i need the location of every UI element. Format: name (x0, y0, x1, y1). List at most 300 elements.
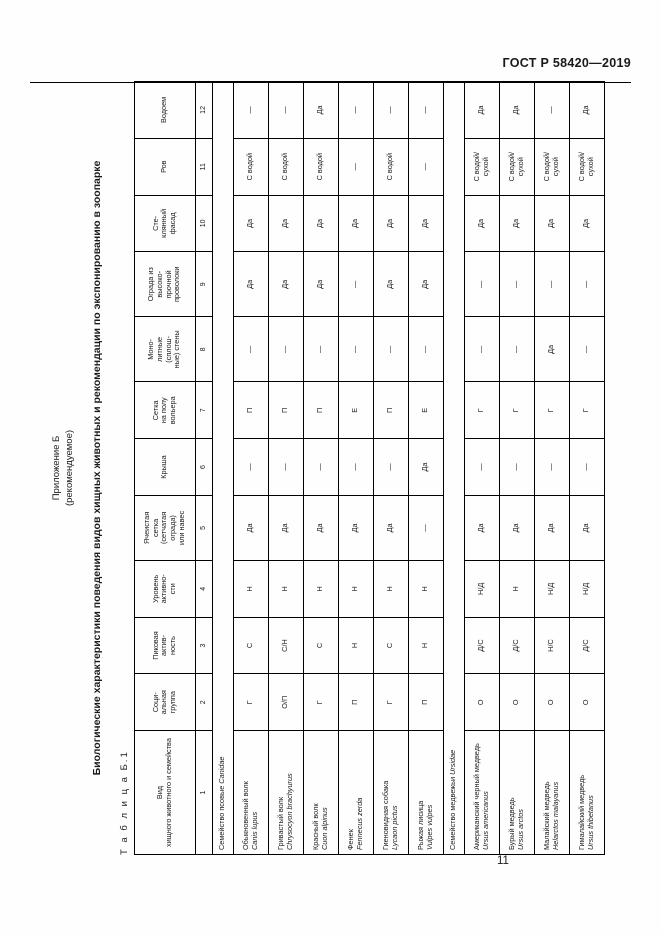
cell-line: О (580, 698, 590, 705)
column-header-line: Моно- (145, 338, 155, 360)
species-name-ru: Фенек (345, 828, 355, 850)
column-header-8 (134, 316, 195, 381)
family-name-ru: Семейство псовые (216, 783, 226, 850)
cell-line: П (314, 407, 324, 413)
cell-col-3 (499, 617, 534, 674)
cell-col-6 (569, 438, 604, 495)
cell-line: Да (244, 279, 254, 289)
column-header-line: прочной (163, 269, 173, 298)
column-number-7: 7 (195, 381, 212, 438)
cell-line: П (244, 407, 254, 413)
cell-col-11 (408, 138, 443, 195)
cell-col-6 (408, 438, 443, 495)
cell-col-7 (534, 381, 569, 438)
cell-line: — (349, 162, 359, 170)
species-name-ru: Гималайский медведь (576, 774, 586, 850)
cell-line: Да (510, 522, 520, 532)
cell-line: Н (244, 585, 254, 591)
cell-col-5 (499, 495, 534, 560)
cell-col-12 (268, 81, 303, 138)
cell-line: — (244, 462, 254, 471)
column-header-line: актив- (158, 634, 168, 656)
species-name-latin: Cuon alpinus (319, 806, 329, 850)
cell-line: — (580, 280, 590, 288)
column-header-line: литные (154, 336, 164, 362)
column-number-6: 6 (195, 438, 212, 495)
cell-line: Да (419, 462, 429, 472)
cell-line: Да (279, 279, 289, 289)
cell-col-8 (408, 316, 443, 381)
cell-col-6 (303, 438, 338, 495)
cell-col-3 (534, 617, 569, 674)
cell-col-5 (373, 495, 408, 560)
cell-line: Да (279, 218, 289, 228)
column-number-8: 8 (195, 316, 212, 381)
cell-col-10 (408, 195, 443, 252)
cell-col-5 (569, 495, 604, 560)
cell-line: — (419, 162, 429, 170)
table-row (408, 81, 443, 854)
standard-code: ГОСТ Р 58420—2019 (502, 56, 631, 70)
cell-col-8 (268, 316, 303, 381)
cell-line: Н/Д (545, 582, 555, 595)
cell-line: Да (279, 522, 289, 532)
cell-col-7 (373, 381, 408, 438)
cell-col-10 (499, 195, 534, 252)
cell-line: — (349, 105, 359, 114)
cell-line: С водой (279, 152, 289, 180)
cell-line: — (580, 462, 590, 471)
cell-line: Н (384, 585, 394, 591)
cell-line: Да (314, 104, 324, 114)
cell-col-12 (534, 81, 569, 138)
cell-line: О (475, 698, 485, 705)
cell-col-10 (464, 195, 499, 252)
cell-line: — (419, 105, 429, 114)
cell-col-4 (408, 560, 443, 617)
cell-line: С водой (244, 152, 254, 180)
column-header-line: проволоки (171, 266, 181, 302)
species-name-latin: Vulpes vulpes (424, 804, 434, 850)
cell-col-3 (303, 617, 338, 674)
column-header-line: Водоем (158, 96, 168, 123)
cell-col-3 (268, 617, 303, 674)
table-row (569, 81, 604, 854)
column-header-11 (134, 138, 195, 195)
cell-line: Да (384, 522, 394, 532)
cell-line: — (419, 523, 429, 532)
cell-line: Да (419, 279, 429, 289)
cell-col-3 (373, 617, 408, 674)
column-header-line: Ограда из (145, 266, 155, 301)
cell-col-10 (534, 195, 569, 252)
cell-col-6 (464, 438, 499, 495)
column-header-3 (134, 617, 195, 674)
cell-line: Да (545, 218, 555, 228)
cell-line: — (279, 105, 289, 114)
cell-col-12 (569, 81, 604, 138)
cell-col-7 (499, 381, 534, 438)
column-number-2: 2 (195, 673, 212, 730)
cell-line: Да (384, 279, 394, 289)
cell-col-8 (499, 316, 534, 381)
cell-col-6 (373, 438, 408, 495)
column-header-5 (134, 495, 195, 560)
column-header-line: Ячеистая (141, 511, 151, 544)
cell-col-6 (233, 438, 268, 495)
cell-col-2 (268, 673, 303, 730)
species-name-ru: Малайский медведь (541, 780, 551, 850)
cell-col-9 (303, 251, 338, 316)
cell-col-11 (338, 138, 373, 195)
cell-col-2 (534, 673, 569, 730)
column-header-line: Вид (154, 785, 164, 799)
species-cell (569, 730, 604, 854)
cell-col-12 (303, 81, 338, 138)
column-header-line: на полу (158, 396, 168, 423)
cell-line: П (419, 699, 429, 705)
cell-line: Д/С (510, 638, 520, 652)
cell-col-5 (534, 495, 569, 560)
cell-col-6 (268, 438, 303, 495)
cell-col-2 (408, 673, 443, 730)
species-cell (464, 730, 499, 854)
cell-line: Г (580, 407, 590, 412)
species-name-latin: Lycaon pictus (389, 805, 399, 850)
cell-line: Н (349, 585, 359, 591)
cell-line: П (384, 407, 394, 413)
cell-col-11 (233, 138, 268, 195)
cell-line: Да (580, 104, 590, 114)
column-header-2 (134, 673, 195, 730)
cell-col-9 (233, 251, 268, 316)
table-head (134, 81, 212, 854)
cell-line: Е (349, 407, 359, 413)
cell-line: Н (279, 585, 289, 591)
cell-line: Н/Д (580, 582, 590, 595)
cell-line: П (349, 699, 359, 705)
column-header-line: ограда) (167, 514, 177, 541)
biology-table (133, 81, 604, 855)
cell-col-11 (373, 138, 408, 195)
table-caption: Биологические характеристики поведения видов хищных животных и рекомендации по экспонированию в зоопарке (90, 160, 103, 775)
column-header-line: активно- (158, 573, 168, 603)
column-header-line: высоко- (154, 270, 164, 298)
header-row (134, 81, 195, 854)
species-name-latin: Helarctos malayanus (550, 781, 560, 850)
cell-col-8 (373, 316, 408, 381)
cell-line: — (384, 105, 394, 114)
table-row (268, 81, 303, 854)
cell-line: Да (349, 522, 359, 532)
rotated-content-layer (51, 73, 611, 863)
cell-col-11 (464, 138, 499, 195)
cell-col-11 (534, 138, 569, 195)
cell-col-4 (303, 560, 338, 617)
cell-col-3 (408, 617, 443, 674)
cell-line: — (244, 345, 254, 353)
cell-col-4 (464, 560, 499, 617)
cell-line: Да (475, 104, 485, 114)
column-header-1 (134, 730, 195, 854)
column-header-line: (сетчатая (158, 511, 168, 544)
family-name-ru: Семейство медвежьи (447, 774, 457, 850)
cell-line: Да (545, 344, 555, 354)
cell-line: С/Н (279, 638, 289, 652)
cell-line: — (349, 462, 359, 471)
column-header-7 (134, 381, 195, 438)
column-header-10 (134, 195, 195, 252)
cell-col-9 (534, 251, 569, 316)
cell-col-5 (233, 495, 268, 560)
column-header-line: или навес (176, 510, 186, 545)
cell-line: П (279, 407, 289, 413)
cell-col-10 (303, 195, 338, 252)
cell-col-9 (499, 251, 534, 316)
cell-line: — (475, 345, 485, 353)
cell-col-11 (499, 138, 534, 195)
cell-col-5 (338, 495, 373, 560)
cell-line: О (510, 698, 520, 705)
cell-col-2 (373, 673, 408, 730)
cell-line: — (545, 280, 555, 288)
cell-line: Г (384, 699, 394, 704)
cell-col-2 (569, 673, 604, 730)
cell-line: Г (314, 699, 324, 704)
cell-line: — (279, 345, 289, 353)
cell-line: Да (314, 279, 324, 289)
cell-col-3 (569, 617, 604, 674)
cell-line: — (244, 105, 254, 114)
cell-line: — (510, 462, 520, 471)
cell-col-12 (338, 81, 373, 138)
cell-line: — (349, 345, 359, 353)
column-number-3: 3 (195, 617, 212, 674)
cell-line: Да (349, 218, 359, 228)
cell-col-7 (338, 381, 373, 438)
cell-col-7 (464, 381, 499, 438)
cell-col-10 (569, 195, 604, 252)
cell-line: Д/С (580, 638, 590, 652)
cell-col-9 (408, 251, 443, 316)
species-cell (373, 730, 408, 854)
column-header-line: группа (167, 690, 177, 713)
cell-line: Н (349, 642, 359, 648)
column-header-line: Соци- (150, 691, 160, 712)
table-row (233, 81, 268, 854)
annex-heading (51, 73, 77, 863)
column-header-line: Сте- (150, 215, 160, 231)
column-header-line: сетка (150, 518, 160, 537)
cell-line: Да (384, 218, 394, 228)
cell-line: — (580, 345, 590, 353)
cell-col-8 (338, 316, 373, 381)
column-number-9: 9 (195, 251, 212, 316)
column-number-row (195, 81, 212, 854)
species-cell (303, 730, 338, 854)
cell-col-11 (569, 138, 604, 195)
cell-col-9 (569, 251, 604, 316)
cell-line: С (384, 642, 394, 648)
cell-line: Да (580, 218, 590, 228)
cell-line: — (510, 345, 520, 353)
species-cell (499, 730, 534, 854)
cell-line: сухой (480, 156, 490, 176)
cell-col-4 (338, 560, 373, 617)
column-number-1: 1 (195, 730, 212, 854)
cell-col-8 (303, 316, 338, 381)
cell-col-2 (233, 673, 268, 730)
cell-line: сухой (585, 156, 595, 176)
table-label: Т а б л и ц а Б.1 (118, 749, 130, 855)
table-row (499, 81, 534, 854)
cell-col-9 (464, 251, 499, 316)
cell-line: — (545, 105, 555, 114)
cell-col-5 (268, 495, 303, 560)
cell-col-7 (268, 381, 303, 438)
cell-col-12 (233, 81, 268, 138)
cell-col-3 (464, 617, 499, 674)
cell-col-5 (408, 495, 443, 560)
cell-col-8 (534, 316, 569, 381)
cell-line: Да (510, 218, 520, 228)
column-header-line: фасад (167, 211, 177, 234)
cell-col-7 (569, 381, 604, 438)
cell-line: — (314, 462, 324, 471)
cell-col-7 (408, 381, 443, 438)
table-row (338, 81, 373, 854)
species-name-ru: Гривастый волк (275, 796, 285, 850)
cell-col-10 (268, 195, 303, 252)
column-header-line: вольера (167, 395, 177, 424)
column-header-6 (134, 438, 195, 495)
cell-col-2 (499, 673, 534, 730)
cell-line: Е (419, 407, 429, 413)
cell-line: Да (314, 522, 324, 532)
column-header-line: Пиковая (150, 630, 160, 660)
cell-col-3 (233, 617, 268, 674)
cell-line: С водой/ (576, 151, 586, 181)
cell-col-8 (233, 316, 268, 381)
table-row (534, 81, 569, 854)
column-header-line: Сетка (150, 399, 160, 420)
column-header-12 (134, 81, 195, 138)
cell-line: Да (475, 522, 485, 532)
cell-line: Да (475, 218, 485, 228)
column-number-11: 11 (195, 138, 212, 195)
cell-line: Да (419, 218, 429, 228)
column-header-line: альная (158, 689, 168, 714)
cell-col-7 (233, 381, 268, 438)
cell-line: Да (244, 522, 254, 532)
species-cell (268, 730, 303, 854)
cell-col-2 (338, 673, 373, 730)
cell-line: Н (419, 585, 429, 591)
species-name-ru: Обыкновенный волк (240, 780, 250, 850)
cell-line: Н (510, 585, 520, 591)
cell-col-11 (268, 138, 303, 195)
column-number-10: 10 (195, 195, 212, 252)
cell-line: Н (314, 585, 324, 591)
species-name-latin: Ursus americanus (480, 790, 490, 850)
species-name-ru: Гиеновидная собака (380, 780, 390, 850)
cell-col-5 (464, 495, 499, 560)
cell-line: сухой (515, 156, 525, 176)
cell-line: Г (510, 407, 520, 412)
family-label (443, 81, 464, 854)
cell-line: — (279, 462, 289, 471)
species-name-ru: Американский черный медведь (471, 742, 481, 850)
cell-col-12 (408, 81, 443, 138)
cell-col-9 (373, 251, 408, 316)
column-number-5: 5 (195, 495, 212, 560)
cell-col-10 (338, 195, 373, 252)
column-header-line: Ров (158, 159, 168, 173)
cell-col-4 (569, 560, 604, 617)
species-cell (338, 730, 373, 854)
cell-line: О (545, 698, 555, 705)
family-name-latin: Ursidae (447, 749, 457, 775)
column-header-line: (сплош- (163, 335, 173, 363)
cell-line: — (349, 280, 359, 288)
document-header (331, 56, 631, 70)
cell-col-4 (268, 560, 303, 617)
cell-line: Д/С (475, 638, 485, 652)
table-body (212, 81, 604, 854)
cell-line: Г (475, 407, 485, 412)
column-header-line: ные) стены (171, 329, 181, 368)
species-name-ru: Рыжая лисица (415, 800, 425, 850)
cell-col-2 (303, 673, 338, 730)
cell-line: С водой (314, 152, 324, 180)
column-header-line: Крыша (158, 454, 168, 479)
table-row (303, 81, 338, 854)
family-row (443, 81, 464, 854)
family-row (212, 81, 233, 854)
cell-line: сухой (550, 156, 560, 176)
family-name-latin: Canidae (216, 756, 226, 784)
cell-line: — (545, 462, 555, 471)
cell-col-4 (534, 560, 569, 617)
species-name-ru: Бурый медведь (506, 796, 516, 850)
species-name-ru: Красный волк (310, 802, 320, 850)
cell-line: — (384, 462, 394, 471)
table-row (373, 81, 408, 854)
cell-line: С водой/ (506, 151, 516, 181)
cell-col-12 (499, 81, 534, 138)
cell-col-12 (373, 81, 408, 138)
cell-col-4 (499, 560, 534, 617)
annex-subtitle: (рекомендуемое) (63, 429, 75, 506)
cell-col-12 (464, 81, 499, 138)
cell-line: С водой/ (471, 151, 481, 181)
cell-line: — (510, 280, 520, 288)
cell-line: — (314, 345, 324, 353)
page-number: 11 (497, 855, 509, 867)
cell-line: Н/Д (475, 582, 485, 595)
cell-col-4 (233, 560, 268, 617)
cell-line: С водой (384, 152, 394, 180)
cell-col-2 (464, 673, 499, 730)
cell-col-9 (268, 251, 303, 316)
annex-title: Приложение Б (50, 435, 62, 500)
cell-line: Да (510, 104, 520, 114)
column-header-line: сти (167, 582, 177, 594)
cell-col-9 (338, 251, 373, 316)
cell-line: — (419, 345, 429, 353)
cell-line: С (244, 642, 254, 648)
cell-col-8 (464, 316, 499, 381)
